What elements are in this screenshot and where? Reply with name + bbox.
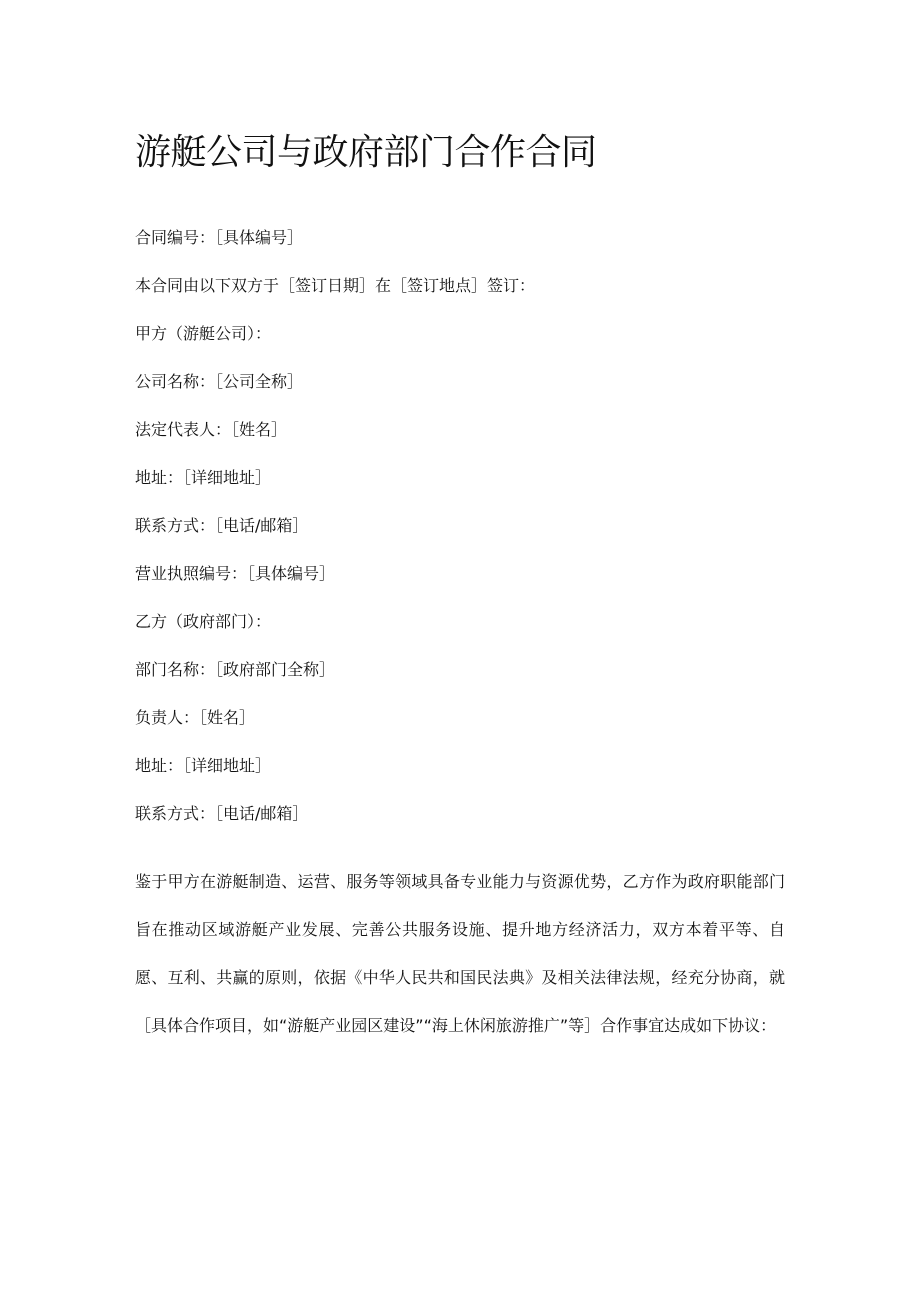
- party-a-address: 地址：［详细地址］: [135, 468, 272, 487]
- party-info-section: [135, 224, 785, 848]
- party-a-license-number: 营业执照编号：［具体编号］: [135, 564, 336, 583]
- document-title: 游艇公司与政府部门合作合同: [135, 132, 597, 173]
- party-b-address: 地址：［详细地址］: [135, 756, 272, 775]
- party-a-company-name: 公司名称：［公司全称］: [135, 372, 304, 391]
- contract-number-line: 合同编号：［具体编号］: [135, 228, 304, 247]
- signing-statement-line: 本合同由以下双方于［签订日期］在［签订地点］签订：: [135, 276, 536, 295]
- party-b-department-name: 部门名称：［政府部门全称］: [135, 660, 336, 679]
- party-b-heading: 乙方（政府部门）：: [135, 612, 272, 631]
- party-a-contact: 联系方式：［电话/邮箱］: [135, 516, 309, 535]
- preamble-paragraph: 鉴于甲方在游艇制造、运营、服务等领域具备专业能力与资源优势，乙方作为政府职能部门旨在推动区域游艇产业发展、完善公共服务设施、提升地方经济活力，双方本着平等、自愿、互利、共赢的原则，依据《中华人民共和国民法典》及相关法律法规，经充分协商，就［具体合作项目，如“游艇产业园区建设”“海上休闲旅游推广”等］合作事宜达成如下协议：: [135, 872, 785, 1035]
- party-b-contact: 联系方式：［电话/邮箱］: [135, 804, 309, 823]
- party-a-legal-representative: 法定代表人：［姓名］: [135, 420, 288, 439]
- party-b-person-in-charge: 负责人：［姓名］: [135, 708, 256, 727]
- party-a-heading: 甲方（游艇公司）：: [135, 324, 272, 343]
